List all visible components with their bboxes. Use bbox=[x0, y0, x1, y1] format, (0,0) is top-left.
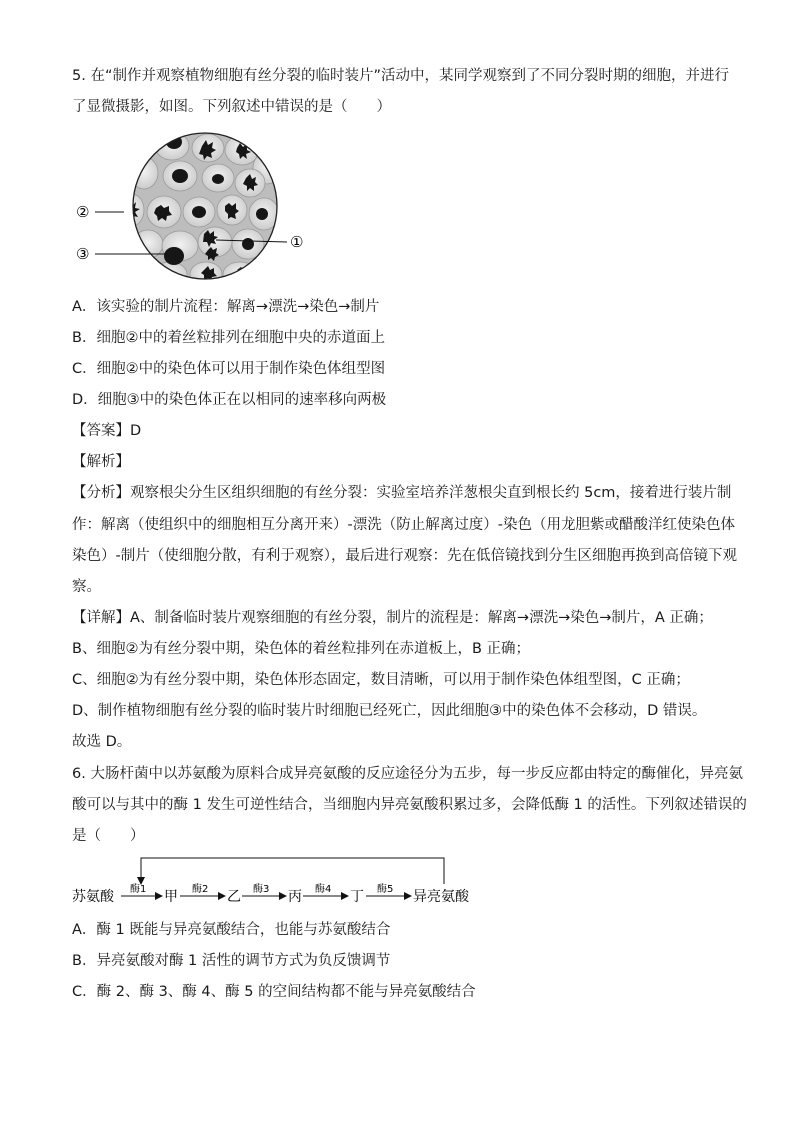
q5-xiangjie-line-3: C、细胞②为有丝分裂中期，染色体形态固定，数目清晰，可以用于制作染色体组型图，C 正确； bbox=[72, 672, 690, 688]
intermediate-1: 甲 bbox=[164, 889, 178, 905]
isoleucine-pathway-diagram bbox=[72, 854, 482, 910]
q6-stem-line-2: 酸可以与其中的酶 1 发生可逆性结合，当细胞内异亮氨酸积累过多，会降低酶 1 的活性。下列叙述错误的 bbox=[72, 797, 747, 813]
enzyme-4: 酶4 bbox=[315, 884, 332, 895]
label-cell-2: ② bbox=[76, 203, 90, 221]
q5-xiangjie-line-1: 【详解】A、制备临时装片观察细胞的有丝分裂，制片的流程是：解离→漂洗→染色→制片，A 正确； bbox=[72, 610, 713, 626]
q6-option-a: A．酶 1 既能与异亮氨酸结合，也能与苏氨酸结合 bbox=[72, 922, 391, 938]
q6-stem-line-3: 是（ ） bbox=[72, 828, 145, 844]
q5-fenxi-line-2: 作：解离（使组织中的细胞相互分离开来）-漂洗（防止解离过度）-染色（用龙胆紫或醋酸洋红使染色体 bbox=[72, 517, 735, 533]
enzyme-1: 酶1 bbox=[130, 884, 147, 895]
q5-fenxi-line-3: 染色）-制片（使细胞分散，有利于观察），最后进行观察：先在低倍镜找到分生区细胞再换到高倍镜下观 bbox=[72, 548, 737, 564]
q5-option-a: A．该实验的制片流程：解离→漂洗→染色→制片 bbox=[72, 299, 380, 315]
q5-xiangjie-line-4: D、制作植物细胞有丝分裂的临时装片时细胞已经死亡，因此细胞③中的染色体不会移动，D 错误。 bbox=[72, 703, 707, 719]
enzyme-2: 酶2 bbox=[192, 884, 209, 895]
label-cell-3: ③ bbox=[76, 245, 90, 263]
q5-option-b: B．细胞②中的着丝粒排列在细胞中央的赤道面上 bbox=[72, 330, 385, 346]
intermediate-4: 丁 bbox=[350, 889, 364, 905]
q5-fenxi-line-1: 【分析】观察根尖分生区组织细胞的有丝分裂：实验室培养洋葱根尖直到根长约 5cm，接着进行装片制 bbox=[72, 485, 732, 501]
q5-conclusion: 故选 D。 bbox=[72, 734, 132, 750]
q6-option-b: B．异亮氨酸对酶 1 活性的调节方式为负反馈调节 bbox=[72, 953, 391, 969]
q5-xiangjie-line-2: B、细胞②为有丝分裂中期，染色体的着丝粒排列在赤道板上，B 正确； bbox=[72, 641, 531, 657]
label-cell-1: ① bbox=[290, 233, 304, 251]
q5-option-c: C．细胞②中的染色体可以用于制作染色体组型图 bbox=[72, 361, 386, 377]
q5-stem-line-2: 了显微摄影，如图。下列叙述中错误的是（ ） bbox=[72, 99, 391, 115]
product-label: 异亮氨酸 bbox=[413, 889, 469, 905]
mitosis-micrograph-figure bbox=[72, 128, 322, 288]
q5-answer: 【答案】D bbox=[72, 423, 142, 439]
q5-stem-line-1: 5. 在“制作并观察植物细胞有丝分裂的临时装片”活动中，某同学观察到了不同分裂时期的细胞，并进行 bbox=[72, 68, 729, 84]
q5-option-d: D．细胞③中的染色体正在以相同的速率移向两极 bbox=[72, 392, 387, 408]
enzyme-3: 酶3 bbox=[253, 884, 270, 895]
intermediate-3: 丙 bbox=[288, 889, 302, 905]
q5-analysis-heading: 【解析】 bbox=[72, 454, 130, 470]
intermediate-2: 乙 bbox=[227, 889, 241, 905]
enzyme-5: 酶5 bbox=[377, 884, 394, 895]
substrate-label: 苏氨酸 bbox=[72, 889, 114, 905]
q6-option-c: C．酶 2、酶 3、酶 4、酶 5 的空间结构都不能与异亮氨酸结合 bbox=[72, 984, 476, 1000]
q5-fenxi-line-4: 察。 bbox=[72, 579, 101, 595]
q6-stem-line-1: 6. 大肠杆菌中以苏氨酸为原料合成异亮氨酸的反应途径分为五步，每一步反应都由特定的酶催化，异亮氨 bbox=[72, 766, 743, 782]
